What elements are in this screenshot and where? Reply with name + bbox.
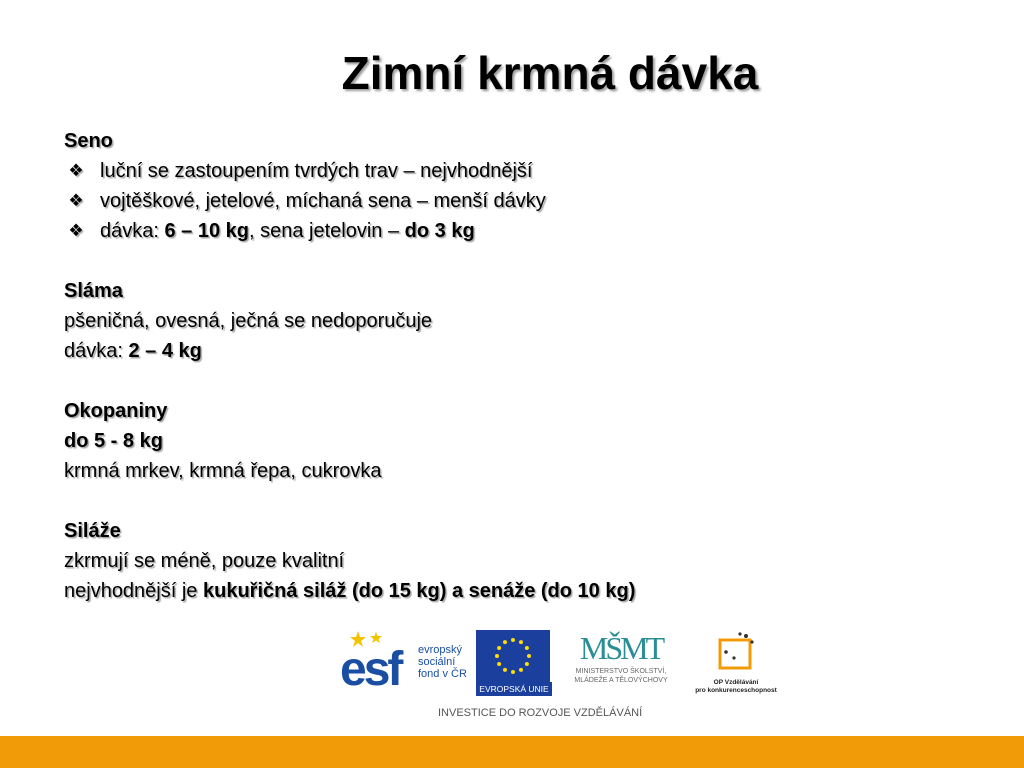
text-line: pšeničná, ovesná, ječná se nedoporučuje — [64, 310, 433, 332]
section-heading-slama: Sláma — [64, 280, 123, 302]
msmt-logo: MŠMT MINISTERSTVO ŠKOLSTVÍ, MLÁDEŽE A TĚLOVÝCHOVY — [574, 630, 668, 684]
logo-strip — [336, 630, 786, 726]
text-line: krmná mrkev, krmná řepa, cukrovka — [64, 460, 382, 482]
section-heading-seno: Seno — [64, 130, 113, 152]
op-logo-icon — [712, 630, 760, 674]
section-heading-silaze: Siláže — [64, 520, 121, 542]
text-line: nejvhodnější je kukuřičná siláž (do 15 kg) a senáže (do 10 kg) — [64, 580, 636, 602]
diamond-bullet-icon: ❖ — [68, 191, 84, 210]
section-heading-okopaniny: Okopaniny — [64, 400, 168, 422]
text-line: do 5 - 8 kg — [64, 430, 163, 452]
footer-bar — [0, 736, 1024, 768]
eu-star-icon — [497, 646, 501, 650]
eu-star-icon — [525, 646, 529, 650]
bullet-item: ❖ vojtěškové, jetelové, míchaná sena – menší dávky — [64, 186, 1004, 216]
eu-flag-logo: EVROPSKÁ UNIE — [476, 630, 552, 698]
slide-title: Zimní krmná dávka — [341, 47, 759, 99]
bullet-item: ❖ dávka: 6 – 10 kg, sena jetelovin – do 3 kg — [64, 216, 1004, 246]
slide-body — [64, 126, 1004, 606]
eu-star-icon — [497, 662, 501, 666]
bullet-item: ❖ luční se zastoupením tvrdých trav – nejvhodnější — [64, 156, 1004, 186]
eu-star-icon — [519, 640, 523, 644]
text-line: zkrmují se méně, pouze kvalitní — [64, 550, 345, 572]
eu-star-icon — [519, 668, 523, 672]
esf-logo: esf evropský sociální fond v ČR — [340, 630, 472, 698]
eu-star-icon — [511, 670, 515, 674]
diamond-bullet-icon: ❖ — [68, 161, 84, 180]
eu-star-icon — [525, 662, 529, 666]
text-line: dávka: 2 – 4 kg — [64, 340, 202, 362]
op-vzdelavani-logo: OP Vzdělávání pro konkurenceschopnost — [688, 630, 784, 698]
tagline: INVESTICE DO ROZVOJE VZDĚLÁVÁNÍ — [438, 707, 643, 719]
eu-star-icon — [495, 654, 499, 658]
eu-flag-icon — [476, 630, 550, 682]
eu-star-icon — [503, 640, 507, 644]
diamond-bullet-icon: ❖ — [68, 221, 84, 240]
eu-star-icon — [503, 668, 507, 672]
eu-star-icon — [527, 654, 531, 658]
eu-star-icon — [511, 638, 515, 642]
